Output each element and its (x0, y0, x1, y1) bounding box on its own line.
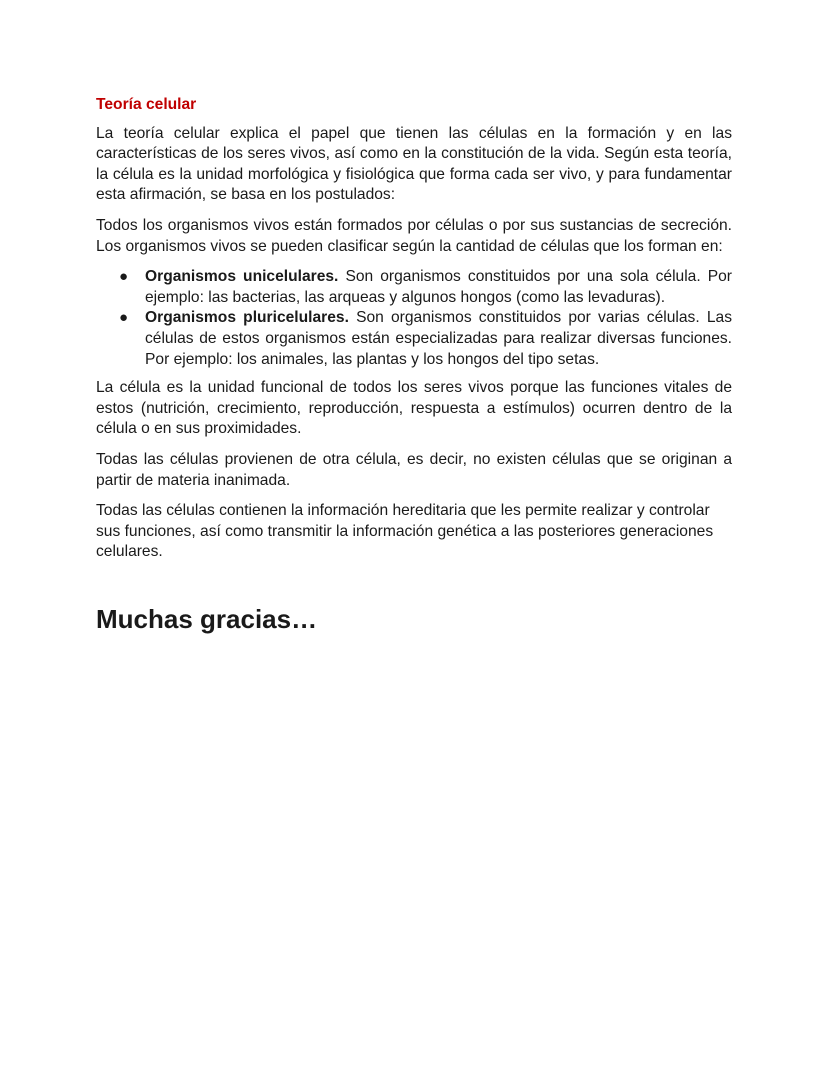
closing-heading: Muchas gracias… (96, 603, 318, 634)
postulate-2-paragraph: La célula es la unidad funcional de todos los seres vivos porque las funciones vitales de estos (nutrición, crecimiento, reproducción, respuesta a estímulos) ocurren dentro de la célula o en sus proximidades. (96, 379, 732, 438)
intro-paragraph: La teoría celular explica el papel que tienen las células en la formación y en las características de los seres vivos, así como en la constitución de la vida. Según esta teoría, la célula es la unidad morfológica y fisiológica que forma cada ser vivo, y para fundamentar esta afirmación, se basa en los postulados: (96, 124, 732, 204)
list-item-term: Organismos pluricelulares. (145, 309, 349, 327)
list-item (96, 308, 732, 370)
bullet-icon: ● (119, 309, 129, 327)
bullet-icon: ● (119, 268, 129, 286)
list-item-term: Organismos unicelulares. (145, 268, 339, 286)
document-body (96, 95, 732, 635)
postulate-3-paragraph: Todas las células provienen de otra célula, es decir, no existen células que se originan a partir de materia inanimada. (96, 450, 732, 489)
list-item-text: Son organismos constituidos por una sola célula. Por ejemplo: las bacterias, las arqueas y algunos hongos (como las levaduras). (145, 268, 732, 306)
list-item (96, 267, 732, 308)
organism-types-list (96, 267, 732, 370)
section-title: Teoría celular (96, 96, 197, 113)
postulate-1-paragraph: Todos los organismos vivos están formados por células o por sus sustancias de secreción. Los organismos vivos se pueden clasificar según la cantidad de células que los forman en: (96, 216, 732, 255)
postulate-4-paragraph: Todas las células contienen la información hereditaria que les permite realizar y controlar sus funciones, así como transmitir la información genética a las posteriores generaciones celulares. (96, 502, 714, 561)
list-item-text: Son organismos constituidos por varias células. Las células de estos organismos están especializadas para realizar diversas funciones. Por ejemplo: los animales, las plantas y los hongos del tipo setas. (145, 309, 732, 368)
